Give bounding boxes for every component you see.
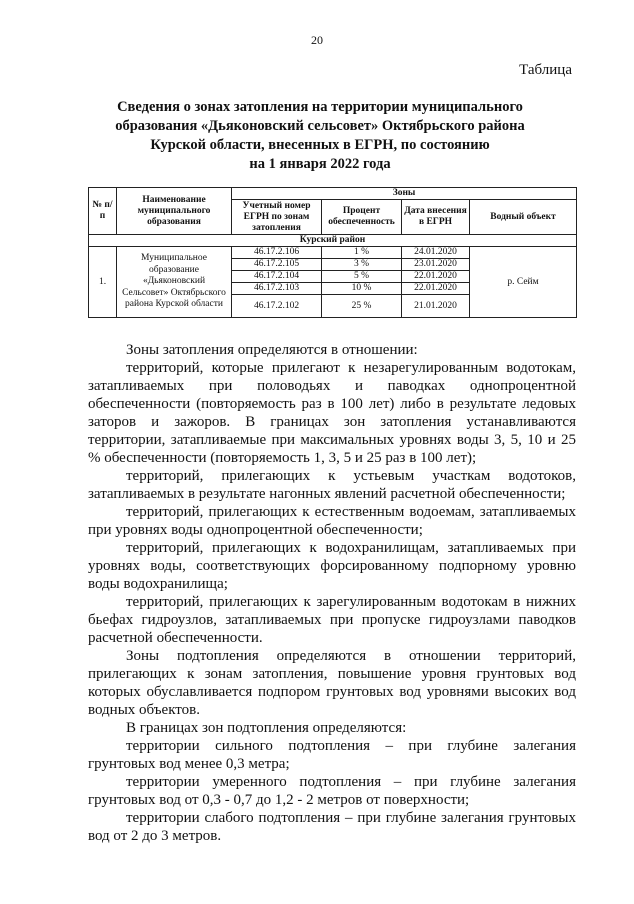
zone-egrn-number: 46.17.2.104	[232, 271, 322, 283]
zone-date: 24.01.2020	[402, 247, 470, 259]
header-date: Дата внесения в ЕГРН	[402, 200, 470, 235]
municipality-name: Муниципальное образование «Дьяконовский Сельсовет» Октябрьского района Курской области	[117, 247, 232, 318]
zone-date: 21.01.2020	[402, 295, 470, 318]
title-line: образования «Дьяконовский сельсовет» Октябрьского района	[115, 118, 525, 134]
zone-egrn-number: 46.17.2.105	[232, 259, 322, 271]
page-number: 20	[311, 33, 323, 47]
zone-percent: 5 %	[322, 271, 402, 283]
zone-date: 22.01.2020	[402, 283, 470, 295]
header-name: Наименование муниципального образования	[117, 188, 232, 235]
title-line: на 1 января 2022 года	[249, 156, 391, 172]
zone-egrn-number: 46.17.2.103	[232, 283, 322, 295]
paragraph: территории слабого подтопления – при глубине залегания грунтовых вод от 2 до 3 метров.	[88, 810, 576, 844]
paragraph: территорий, прилегающих к зарегулированным водотокам в нижних бьефах гидроузлов, затапливаемых при пропуске гидроузлами паводков расчетной обеспеченности.	[88, 594, 576, 646]
header-num: № п/п	[89, 188, 117, 235]
header-zones: Зоны	[232, 188, 577, 200]
water-object: р. Сейм	[470, 247, 577, 318]
paragraph: территорий, прилегающих к естественным водоемам, затапливаемых при уровнях воды однопроцентной обеспеченности;	[88, 504, 576, 538]
table-label: Таблица	[519, 62, 572, 78]
title-line: Сведения о зонах затопления на территории муниципального	[117, 99, 523, 115]
header-percent: Процент обеспеченность	[322, 200, 402, 235]
zone-percent: 25 %	[322, 295, 402, 318]
paragraph: территории умеренного подтопления – при глубине залегания грунтовых вод от 0,3 - 0,7 до 1,2 - 2 метров от поверхности;	[88, 774, 576, 808]
flood-zones-table	[88, 187, 577, 318]
paragraph: Зоны подтопления определяются в отношении территорий, прилегающих к зонам затопления, повышение уровня грунтовых вод которых обуславливается подпором грунтовых вод уровнями высоких вод водных объектов.	[88, 648, 576, 718]
paragraph: В границах зон подтопления определяются:	[126, 720, 407, 736]
title-line: Курской области, внесенных в ЕГРН, по состоянию	[150, 137, 490, 153]
document-title	[95, 98, 545, 174]
paragraph: территорий, прилегающих к водохранилищам, затапливаемых при уровнях воды, соответствующих форсированному подпорному уровню воды водохранилища;	[88, 540, 576, 592]
zone-percent: 10 %	[322, 283, 402, 295]
header-egrn-number: Учетный номер ЕГРН по зонам затопления	[232, 200, 322, 235]
zone-percent: 1 %	[322, 247, 402, 259]
zone-egrn-number: 46.17.2.106	[232, 247, 322, 259]
region-row: Курский район	[89, 235, 577, 247]
zone-egrn-number: 46.17.2.102	[232, 295, 322, 318]
paragraph: территорий, которые прилегают к незарегулированным водотокам, затапливаемых при половодьях и паводках однопроцентной обеспеченности (повторяемость раз в 100 лет) либо в результате ледовых заторов и зажоров. В границах зон затопления устанавливаются территории, затапливаемые при максимальных уровнях воды 3, 5, 10 и 25 % обеспеченности (повторяемость 1, 3, 5 и 25 раз в 100 лет);	[88, 360, 576, 466]
body-text	[88, 341, 576, 845]
paragraph: территорий, прилегающих к устьевым участкам водотоков, затапливаемых в результате нагонных явлений расчетной обеспеченности;	[88, 468, 576, 502]
zone-percent: 3 %	[322, 259, 402, 271]
paragraph: территории сильного подтопления – при глубине залегания грунтовых вод менее 0,3 метра;	[88, 738, 576, 772]
zone-date: 23.01.2020	[402, 259, 470, 271]
row-number: 1.	[89, 247, 117, 318]
zone-date: 22.01.2020	[402, 271, 470, 283]
paragraph: Зоны затопления определяются в отношении:	[126, 342, 418, 358]
header-water-object: Водный объект	[470, 200, 577, 235]
